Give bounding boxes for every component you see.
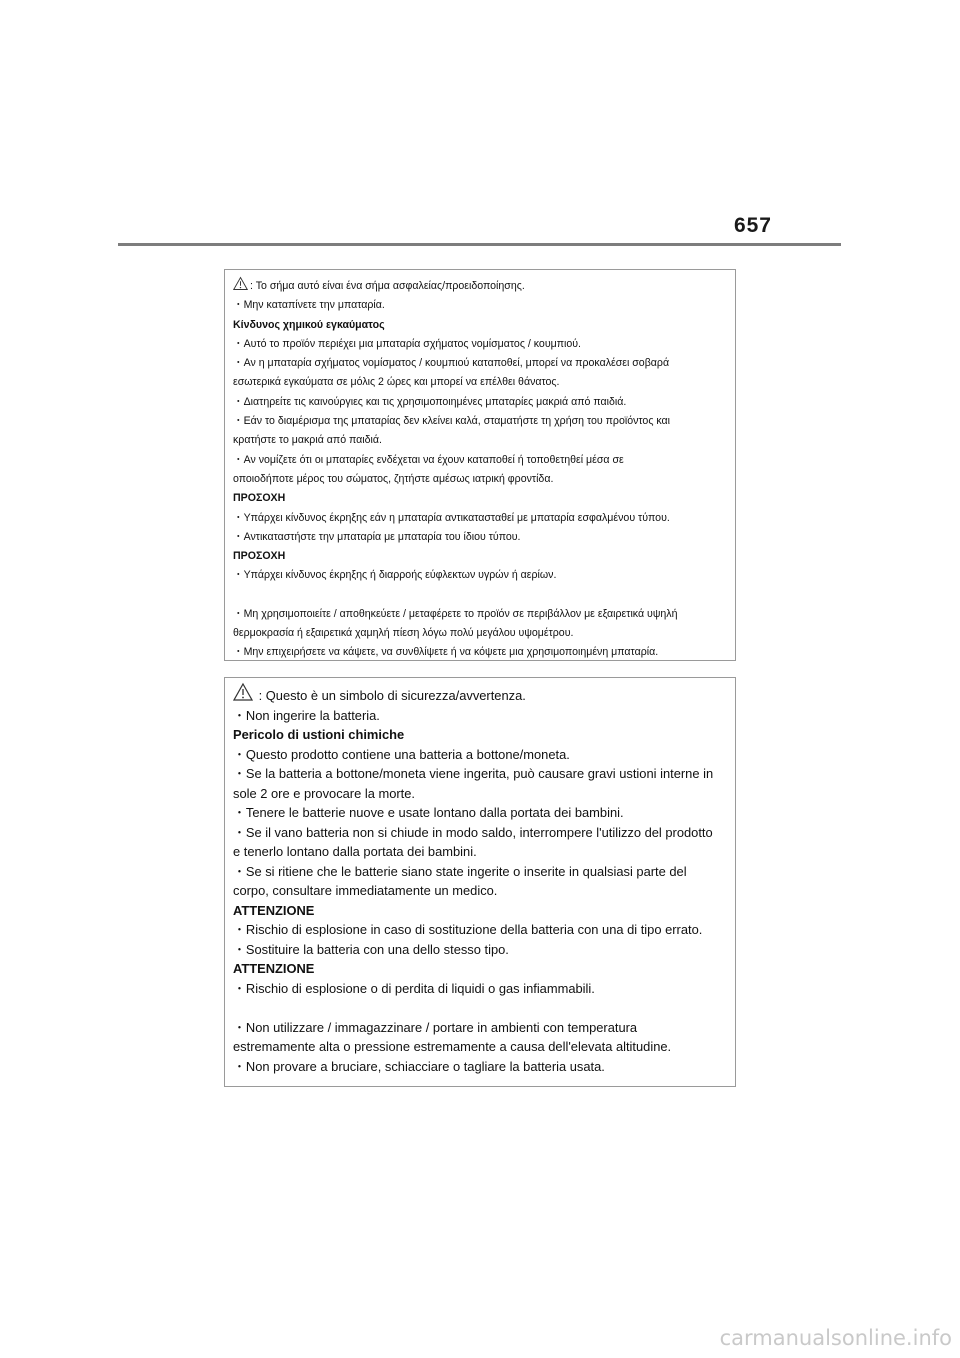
text-line (233, 862, 729, 882)
line-text: ・Διατηρείτε τις καινούργιες και τις χρησιμοποιημένες μπαταρίες μακριά από παιδιά. (233, 395, 627, 408)
line-text: ・Υπάρχει κίνδυνος έκρηξης ή διαρροής εύφλεκτων υγρών ή αερίων. (233, 569, 557, 582)
line-text: ・Non provare a bruciare, schiacciare o tagliare la batteria usata. (233, 1058, 605, 1074)
warning-triangle-icon (233, 276, 248, 291)
text-line (233, 979, 729, 999)
line-text: : Questo è un simbolo di sicurezza/avvertenza. (255, 688, 526, 703)
section-heading (233, 316, 729, 335)
blank-line (233, 998, 729, 1018)
text-line (233, 624, 729, 643)
section-heading (233, 547, 729, 566)
line-text: ・Μην καταπίνετε την μπαταρία. (233, 299, 385, 312)
text-line (233, 643, 729, 662)
line-text: ・Αυτό το προϊόν περιέχει μια μπαταρία σχήματος νομίσματος / κουμπιού. (233, 337, 582, 350)
greek-warning-box (224, 269, 736, 661)
text-line (233, 803, 729, 823)
section-heading (233, 959, 729, 979)
line-text: estremamente alta o pressione estremamente a causa dell'elevata altitudine. (233, 1039, 672, 1054)
italian-warning-box (224, 677, 736, 1087)
line-text: Pericolo di ustioni chimiche (233, 727, 405, 742)
line-text: : Το σήμα αυτό είναι ένα σήμα ασφαλείας/προειδοποίησης. (250, 280, 525, 292)
line-text: ・Αν νομίζετε ότι οι μπαταρίες ενδέχεται να έχουν καταποθεί ή τοποθετηθεί μέσα σε (233, 453, 624, 466)
page-number: 657 (733, 214, 772, 237)
warning-triangle-icon (233, 682, 253, 702)
text-line (233, 296, 729, 315)
text-line (233, 842, 729, 862)
line-text: εσωτερικά εγκαύματα σε μόλις 2 ώρες και μπορεί να επέλθει θάνατος. (233, 376, 560, 389)
line-text: ・Εάν το διαμέρισμα της μπαταρίας δεν κλείνει καλά, σταματήστε τη χρήση του προϊόντος και (233, 415, 671, 428)
text-line (233, 393, 729, 412)
text-line (233, 470, 729, 489)
italian-lines (233, 682, 729, 1076)
text-line (233, 1018, 729, 1038)
text-line (233, 706, 729, 726)
text-line (233, 605, 729, 624)
line-text: οποιοδήποτε μέρος του σώματος, ζητήστε αμέσως ιατρική φροντίδα. (233, 472, 554, 485)
text-line (233, 920, 729, 940)
line-text: Κίνδυνος χημικού εγκαύματος (233, 318, 385, 331)
line-text: θερμοκρασία ή εξαιρετικά χαμηλή πίεση λόγω πολύ μεγάλου υψομέτρου. (233, 627, 574, 640)
text-line (233, 682, 729, 706)
text-line (233, 1057, 729, 1077)
line-text: ATTENZIONE (233, 961, 315, 976)
greek-lines (233, 276, 729, 663)
watermark: carmanualsonline.info (719, 1326, 952, 1350)
line-text: corpo, consultare immediatamente un medico. (233, 883, 498, 898)
blank-line (233, 586, 729, 605)
line-text: ・Rischio di esplosione in caso di sostituzione della batteria con una di tipo errato. (233, 922, 703, 937)
text-line (233, 528, 729, 547)
text-line (233, 451, 729, 470)
line-text: ・Μη χρησιμοποιείτε / αποθηκεύετε / μεταφέρετε το προϊόν σε περιβάλλον με εξαιρετικά υψηλή (233, 607, 678, 620)
text-line (233, 354, 729, 373)
text-line (233, 431, 729, 450)
line-text: sole 2 ore e provocare la morte. (233, 785, 415, 801)
line-text: ・Questo prodotto contiene una batteria a bottone/moneta. (233, 746, 570, 762)
text-line (233, 373, 729, 392)
text-line (233, 1037, 729, 1057)
text-line (233, 566, 729, 585)
text-line (233, 940, 729, 960)
line-text: ΠΡΟΣΟΧΗ (233, 550, 286, 563)
text-line (233, 881, 729, 901)
line-text: ・Μην επιχειρήσετε να κάψετε, να συνθλίψετε ή να κόψετε μια χρησιμοποιημένη μπαταρία. (233, 646, 659, 659)
text-line (233, 823, 729, 843)
line-text: ・Sostituire la batteria con una dello stesso tipo. (233, 941, 509, 957)
section-heading (233, 725, 729, 745)
header-rule (118, 243, 841, 246)
line-text: ・Tenere le batterie nuove e usate lontano dalla portata dei bambini. (233, 805, 624, 820)
text-line (233, 335, 729, 354)
line-text: ・Se si ritiene che le batterie siano state ingerite o inserite in qualsiasi parte del (233, 863, 687, 879)
text-line (233, 745, 729, 765)
line-text: e tenerlo lontano dalla portata dei bambini. (233, 844, 477, 859)
line-text: ・Non ingerire la batteria. (233, 707, 380, 723)
text-line (233, 509, 729, 528)
line-text: ΠΡΟΣΟΧΗ (233, 492, 286, 505)
line-text: κρατήστε το μακριά από παιδιά. (233, 434, 382, 447)
section-heading (233, 901, 729, 921)
line-text: ・Se la batteria a bottone/moneta viene ingerita, può causare gravi ustioni interne in (233, 766, 714, 781)
text-line (233, 412, 729, 431)
line-text: ATTENZIONE (233, 902, 315, 918)
line-text: ・Se il vano batteria non si chiude in modo saldo, interrompere l'utilizzo del prodotto (233, 824, 713, 840)
line-text: ・Rischio di esplosione o di perdita di liquidi o gas infiammabili. (233, 980, 595, 996)
text-line (233, 764, 729, 784)
text-line (233, 276, 729, 296)
line-text: ・Non utilizzare / immagazzinare / portare in ambienti con temperatura (233, 1019, 638, 1035)
text-line (233, 784, 729, 804)
line-text: ・Αν η μπαταρία σχήματος νομίσματος / κουμπιού καταποθεί, μπορεί να προκαλέσει σοβαρά (233, 357, 670, 370)
section-heading (233, 489, 729, 508)
line-text: ・Αντικαταστήστε την μπαταρία με μπαταρία του ίδιου τύπου. (233, 530, 521, 543)
line-text: ・Υπάρχει κίνδυνος έκρηξης εάν η μπαταρία αντικατασταθεί με μπαταρία εσφαλμένου τύπου. (233, 511, 670, 524)
